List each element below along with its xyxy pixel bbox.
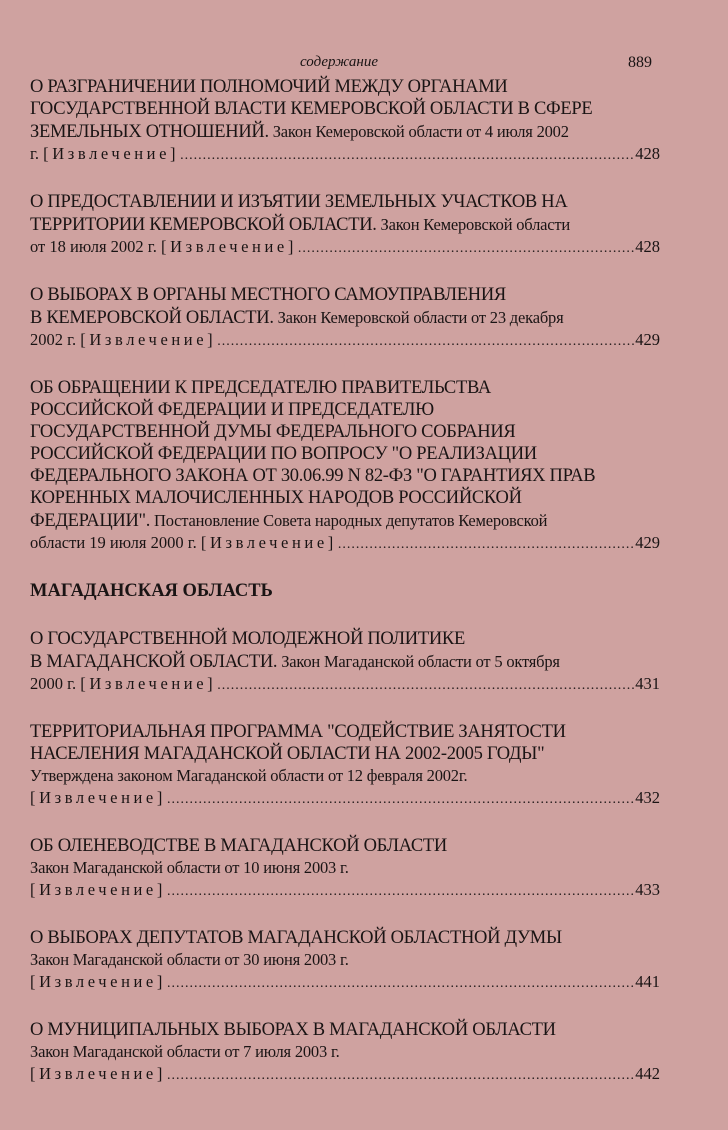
entry-leader-text	[30, 236, 297, 258]
extract-label: [Извлечение]	[30, 880, 166, 899]
entry-date-text: от 18 июля 2002 г.	[30, 237, 161, 256]
table-of-contents	[30, 76, 660, 1111]
dot-leader	[298, 238, 634, 260]
toc-group-magadan-b	[30, 721, 660, 1087]
entry-leader-text	[30, 787, 166, 809]
entry-title-line	[30, 213, 660, 236]
extract-label: [Извлечение]	[80, 674, 217, 693]
dot-leader	[217, 331, 634, 353]
entry-title-line	[30, 509, 660, 532]
entry-law-text: Закон Магаданской области от 5 октября	[277, 652, 560, 671]
toc-entry	[30, 377, 660, 556]
dot-leader	[167, 973, 634, 995]
entry-title-line: ГОСУДАРСТВЕННОЙ ДУМЫ ФЕДЕРАЛЬНОГО СОБРАНИЯ	[30, 422, 516, 442]
toc-entry	[30, 191, 660, 260]
dot-leader	[338, 534, 634, 556]
entry-page-number: 428	[635, 144, 660, 163]
dot-leader	[167, 881, 634, 903]
entry-title-line: НАСЕЛЕНИЯ МАГАДАНСКОЙ ОБЛАСТИ НА 2002-2005 ГОДЫ"	[30, 744, 545, 764]
extract-label: [Извлечение]	[30, 972, 166, 991]
entry-leader-line	[30, 143, 660, 167]
entry-leader-line	[30, 879, 660, 903]
toc-entry	[30, 76, 660, 167]
entry-title-line: О РАЗГРАНИЧЕНИИ ПОЛНОМОЧИЙ МЕЖДУ ОРГАНАМИ	[30, 77, 508, 97]
entry-title-tail: ТЕРРИТОРИИ КЕМЕРОВСКОЙ ОБЛАСТИ.	[30, 215, 377, 235]
entry-title-line: ОБ ОБРАЩЕНИИ К ПРЕДСЕДАТЕЛЮ ПРАВИТЕЛЬСТВА	[30, 378, 491, 398]
entry-leader-text	[30, 143, 179, 165]
entry-page-number: 429	[635, 330, 660, 349]
entry-page-number: 429	[635, 533, 660, 552]
entry-page-number: 442	[635, 1064, 660, 1083]
page-number: 889	[628, 54, 652, 71]
entry-leader-line	[30, 532, 660, 556]
entry-page-number: 428	[635, 237, 660, 256]
entry-page-number: 432	[635, 788, 660, 807]
entry-date-text: г.	[30, 144, 44, 163]
toc-entry	[30, 284, 660, 353]
section-heading: МАГАДАНСКАЯ ОБЛАСТЬ	[30, 581, 273, 601]
entry-title-line	[30, 306, 660, 329]
toc-group-magadan-a	[30, 628, 660, 697]
entry-law-text: Закон Кемеровской области	[376, 215, 571, 234]
dot-leader	[217, 675, 634, 697]
entry-title-line	[30, 650, 660, 673]
entry-title-line: КОРЕННЫХ МАЛОЧИСЛЕННЫХ НАРОДОВ РОССИЙСКОЙ	[30, 488, 522, 508]
dot-leader	[180, 145, 634, 167]
extract-label: [Извлечение]	[200, 533, 337, 552]
entry-date-text: 2002 г.	[30, 330, 81, 349]
entry-page-number: 441	[635, 972, 660, 991]
entry-law-text: Закон Магаданской области от 30 июня 2003 г.	[30, 950, 349, 969]
entry-title-line: О ВЫБОРАХ ДЕПУТАТОВ МАГАДАНСКОЙ ОБЛАСТНОЙ ДУМЫ	[30, 928, 562, 948]
toc-entry	[30, 835, 660, 903]
entry-leader-text	[30, 879, 166, 901]
entry-title-line: ГОСУДАРСТВЕННОЙ ВЛАСТИ КЕМЕРОВСКОЙ ОБЛАСТИ В СФЕРЕ	[30, 99, 593, 119]
extract-label: [Извлечение]	[160, 237, 297, 256]
entry-leader-text	[30, 1063, 166, 1085]
entry-title-line: О ГОСУДАРСТВЕННОЙ МОЛОДЕЖНОЙ ПОЛИТИКЕ	[30, 629, 465, 649]
toc-entry	[30, 1019, 660, 1087]
entry-law-text: Утверждена законом Магаданской области от 12 февраля 2002г.	[30, 766, 468, 785]
entry-title-line	[30, 120, 660, 143]
entry-leader-text	[30, 532, 337, 554]
entry-date-text: 2000 г.	[30, 674, 81, 693]
entry-date-text: области 19 июля 2000 г.	[30, 533, 201, 552]
entry-leader-line	[30, 971, 660, 995]
entry-law-text: Постановление Совета народных депутатов Кемеровской	[150, 511, 548, 530]
entry-title-line: ФЕДЕРАЛЬНОГО ЗАКОНА ОТ 30.06.99 N 82-ФЗ "О ГАРАНТИЯХ ПРАВ	[30, 466, 596, 486]
extract-label: [Извлечение]	[30, 788, 166, 807]
entry-law-text: Закон Магаданской области от 10 июня 2003 г.	[30, 858, 349, 877]
toc-entry	[30, 628, 660, 697]
extract-label: [Извлечение]	[30, 1064, 166, 1083]
entry-page-number: 433	[635, 880, 660, 899]
entry-title-line: РОССИЙСКОЙ ФЕДЕРАЦИИ ПО ВОПРОСУ "О РЕАЛИЗАЦИИ	[30, 444, 537, 464]
entry-leader-line	[30, 236, 660, 260]
entry-title-tail: ЗЕМЕЛЬНЫХ ОТНОШЕНИЙ.	[30, 122, 269, 142]
entry-law-text: Закон Кемеровской области от 23 декабря	[273, 308, 564, 327]
running-head	[0, 54, 728, 74]
entry-title-line: О МУНИЦИПАЛЬНЫХ ВЫБОРАХ В МАГАДАНСКОЙ ОБЛАСТИ	[30, 1020, 556, 1040]
entry-title-line: О ПРЕДОСТАВЛЕНИИ И ИЗЪЯТИИ ЗЕМЕЛЬНЫХ УЧАСТКОВ НА	[30, 192, 568, 212]
dot-leader	[167, 1065, 634, 1087]
running-head-title: содержание	[300, 54, 378, 70]
entry-leader-line	[30, 787, 660, 811]
toc-entry	[30, 927, 660, 995]
entry-title-line: ТЕРРИТОРИАЛЬНАЯ ПРОГРАММА "СОДЕЙСТВИЕ ЗАНЯТОСТИ	[30, 722, 566, 742]
extract-label: [Извлечение]	[43, 144, 180, 163]
entry-law-text: Закон Кемеровской области от 4 июля 2002	[268, 122, 569, 141]
entry-title-line: О ВЫБОРАХ В ОРГАНЫ МЕСТНОГО САМОУПРАВЛЕНИЯ	[30, 285, 506, 305]
entry-law-text: Закон Магаданской области от 7 июля 2003 г.	[30, 1042, 340, 1061]
toc-entry	[30, 721, 660, 811]
entry-leader-text	[30, 329, 216, 351]
entry-title-tail: В КЕМЕРОВСКОЙ ОБЛАСТИ.	[30, 308, 274, 328]
dot-leader	[167, 789, 634, 811]
entry-leader-line	[30, 329, 660, 353]
entry-title-tail: В МАГАДАНСКОЙ ОБЛАСТИ.	[30, 652, 278, 672]
entry-title-line: ОБ ОЛЕНЕВОДСТВЕ В МАГАДАНСКОЙ ОБЛАСТИ	[30, 836, 447, 856]
toc-group-kemerovo	[30, 76, 660, 556]
entry-leader-text	[30, 673, 216, 695]
entry-leader-line	[30, 1063, 660, 1087]
entry-leader-line	[30, 673, 660, 697]
entry-page-number: 431	[635, 674, 660, 693]
entry-title-line: РОССИЙСКОЙ ФЕДЕРАЦИИ И ПРЕДСЕДАТЕЛЮ	[30, 400, 434, 420]
entry-title-tail: ФЕДЕРАЦИИ".	[30, 511, 151, 531]
entry-leader-text	[30, 971, 166, 993]
extract-label: [Извлечение]	[80, 330, 217, 349]
